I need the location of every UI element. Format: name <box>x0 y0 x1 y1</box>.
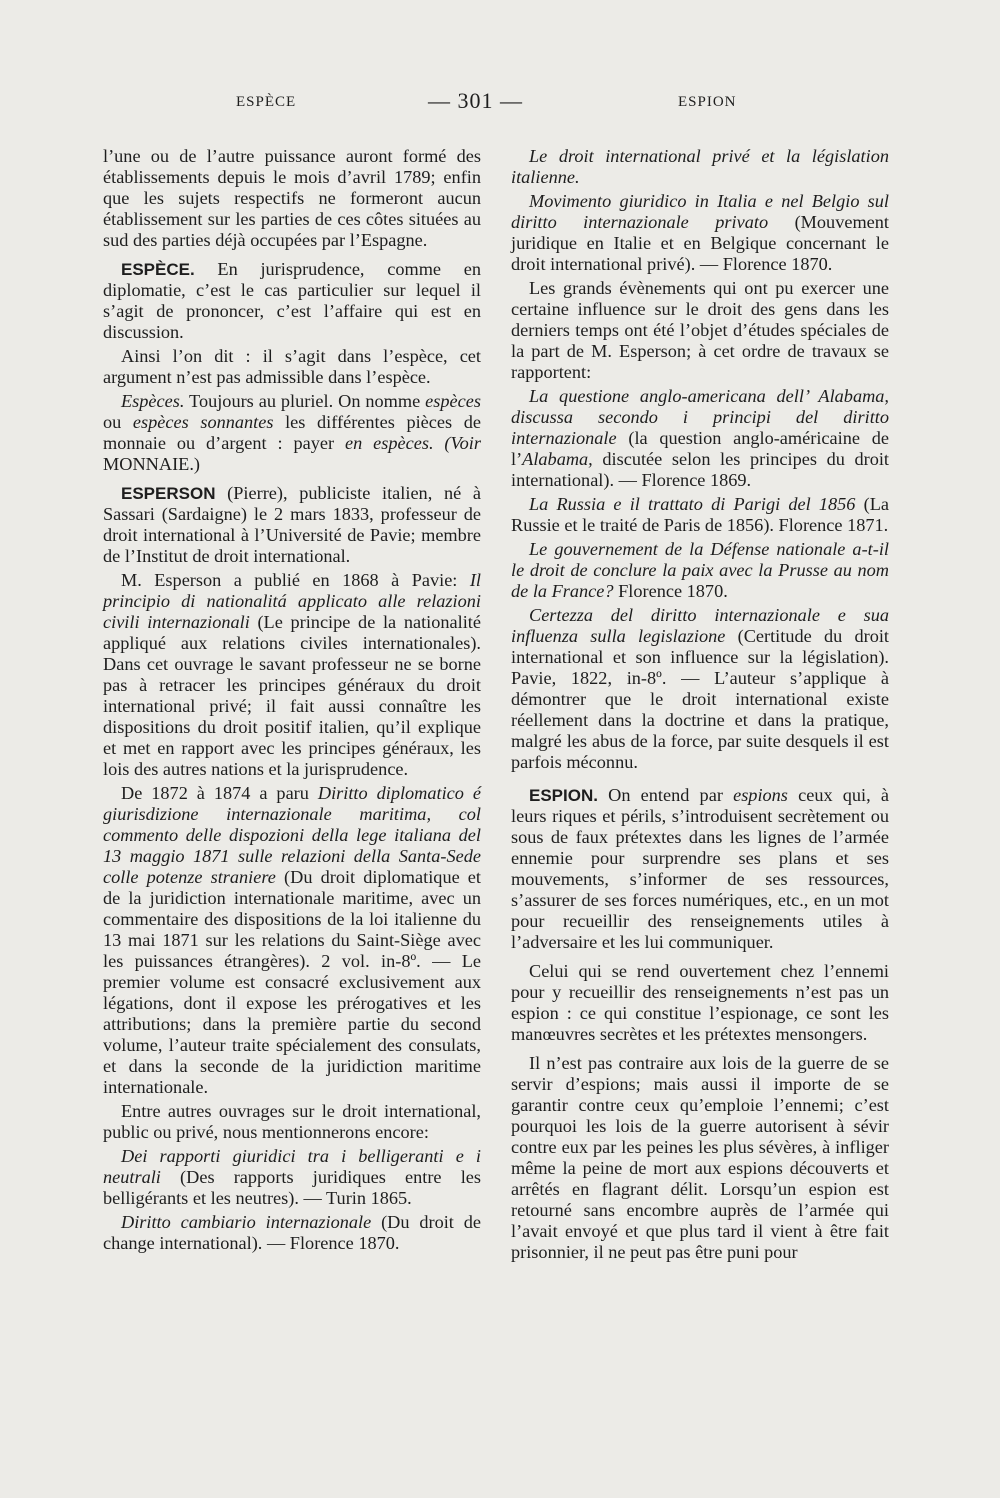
paragraph: l’une ou de l’autre puissance auront formé des établissements depuis le mois d’avril 1789; enfin que les sujets respectifs ne formeront aucun établissement sur les parties de ces côtes situées au sud des parties déjà occupées par l’Espagne. <box>103 146 481 250</box>
entry-headword: ESPERSON <box>121 484 216 503</box>
page-number: — 301 — <box>428 88 523 113</box>
paragraph: De 1872 à 1874 a paru Diritto diplomatico é giurisdizione internazionale maritima, col commento delle dispozioni della lege italiana del 13 maggio 1871 sulle relazioni della Santa-Sede colle potenze straniere (Du droit diplomatique et de la juridiction internationale maritime, avec un commentaire des dispositions de la loi italienne du 13 mai 1871 sur les relations du Saint-Siège avec les puissances étrangères). 2 vol. in-8º. — Le premier volume est consacré exclusivement aux légations, dont il expose les prérogatives et les attributions; dans la première partie du second volume, l’auteur traite spécialement des consulats, et dans la seconde de la juridiction maritime internationale. <box>103 783 482 1097</box>
left-column <box>103 146 481 1257</box>
bibliography-item: Dei rapporti giuridici tra i belligeranti e i neutrali (Des rapports juridiques entre les belligérants et les neutres). — Turin 1865. <box>103 1146 481 1208</box>
entry-headword: ESPION. <box>529 786 598 805</box>
bibliography-item: La Russia e il trattato di Parigi del 1856 (La Russie et le traité de Paris de 1856). Florence 1871. <box>511 494 889 535</box>
entry-esperson: ESPERSON (Pierre), publiciste italien, né à Sassari (Sardaigne) le 2 mars 1833, professeur de droit international à l’Université de Pavie; membre de l’Institut de droit international. <box>103 483 481 566</box>
running-head-right: ESPION <box>678 94 737 110</box>
bibliography-item: Movimento giuridico in Italia e nel Belgio sul diritto internazionale privato (Mouvement juridique en Italie et en Belgique concernant le droit international privé). — Florence 1870. <box>511 191 889 274</box>
bibliography-item: La questione anglo-americana dell’ Alabama, discussa secondo i principi del diritto internazionale (la question anglo-américaine de l’Alabama, discutée selon les principes du droit international). — Florence 1869. <box>511 386 889 490</box>
entry-espion: ESPION. On entend par espions ceux qui, à leurs riques et périls, s’introduisent secrètement ou sous de faux prétextes dans les lignes de l’armée ennemie pour surprendre ses plans et ses mouvements, s’informer de ses ressources, s’assurer de ses forces numériques, etc., en un mot pour recueillir des renseignements utiles à l’adversaire et les lui communiquer. <box>511 785 889 952</box>
paragraph: Il n’est pas contraire aux lois de la guerre de se servir d’espions; mais aussi il importe de se garantir contre ceux qu’emploie l’ennemi; c’est pourquoi les lois de la guerre autorisent à sévir contre eux par les peines les plus sévères, à infliger même la peine de mort aux espions découverts et arrêtés en flagrant délit. Lorsqu’un espion est retourné sans encombre auprès de l’armée qui l’avait envoyé et que plus tard il vient à être fait prisonnier, il ne peut pas être puni pour <box>511 1053 889 1262</box>
paragraph: Espèces. Toujours au pluriel. On nomme espèces ou espèces sonnantes les différentes pièces de monnaie ou d’argent : payer en espèces. (Voir MONNAIE.) <box>103 391 481 474</box>
bibliography-item: Diritto cambiario internazionale (Du droit de change international). — Florence 1870. <box>103 1212 481 1253</box>
paragraph: Entre autres ouvrages sur le droit international, public ou privé, nous mentionnerons encore: <box>103 1101 481 1142</box>
bibliography-item: Certezza del diritto internazionale e sua influenza sulla legislazione (Certitude du droit international et son influence sur la législation). Pavie, 1822, in-8º. — L’auteur s’applique à démontrer que le droit international existe réellement dans la doctrine et dans la pratique, malgré les abus de la force, par suite desquels il est parfois méconnu. <box>511 605 890 772</box>
bibliography-item: Le gouvernement de la Défense nationale a-t-il le droit de conclure la paix avec la Prusse au nom de la France? Florence 1870. <box>511 539 889 601</box>
bibliography-item: Le droit international privé et la législation italienne. <box>511 146 889 187</box>
paragraph: M. Esperson a publié en 1868 à Pavie: Il principio di nationalitá applicato alle relazioni civili internazionali (Le principe de la nationalité appliqué aux relations civiles internationales). Dans cet ouvrage le savant professeur ne se borne pas à retracer les principes généraux du droit international privé; il fait aussi connaître les dispositions du droit positif italien, qu’il explique et met en rapport avec les principes généraux, les lois des autres nations et la jurisprudence. <box>103 570 481 779</box>
page-header <box>0 88 1000 122</box>
running-head-left: ESPÈCE <box>236 94 297 110</box>
paragraph: Celui qui se rend ouvertement chez l’ennemi pour y recueillir des renseignements n’est pas un espion : ce qui constitue l’espionage, ce sont les manœuvres secrètes et les prétextes mensongers. <box>511 961 889 1044</box>
entry-headword: ESPÈCE. <box>121 260 195 279</box>
paragraph: Ainsi l’on dit : il s’agit dans l’espèce, cet argument n’est pas admissible dans l’espèce. <box>103 346 481 387</box>
right-column <box>511 146 889 1266</box>
entry-espece: ESPÈCE. En jurisprudence, comme en diplomatie, c’est le cas particulier sur lequel il s’agit de prononcer, c’est l’affaire qui est en discussion. <box>103 259 481 342</box>
paragraph: Les grands évènements qui ont pu exercer une certaine influence sur le droit des gens dans les derniers temps ont été l’objet d’études spéciales de la part de M. Esperson; à cet ordre de travaux se rapportent: <box>511 278 889 382</box>
